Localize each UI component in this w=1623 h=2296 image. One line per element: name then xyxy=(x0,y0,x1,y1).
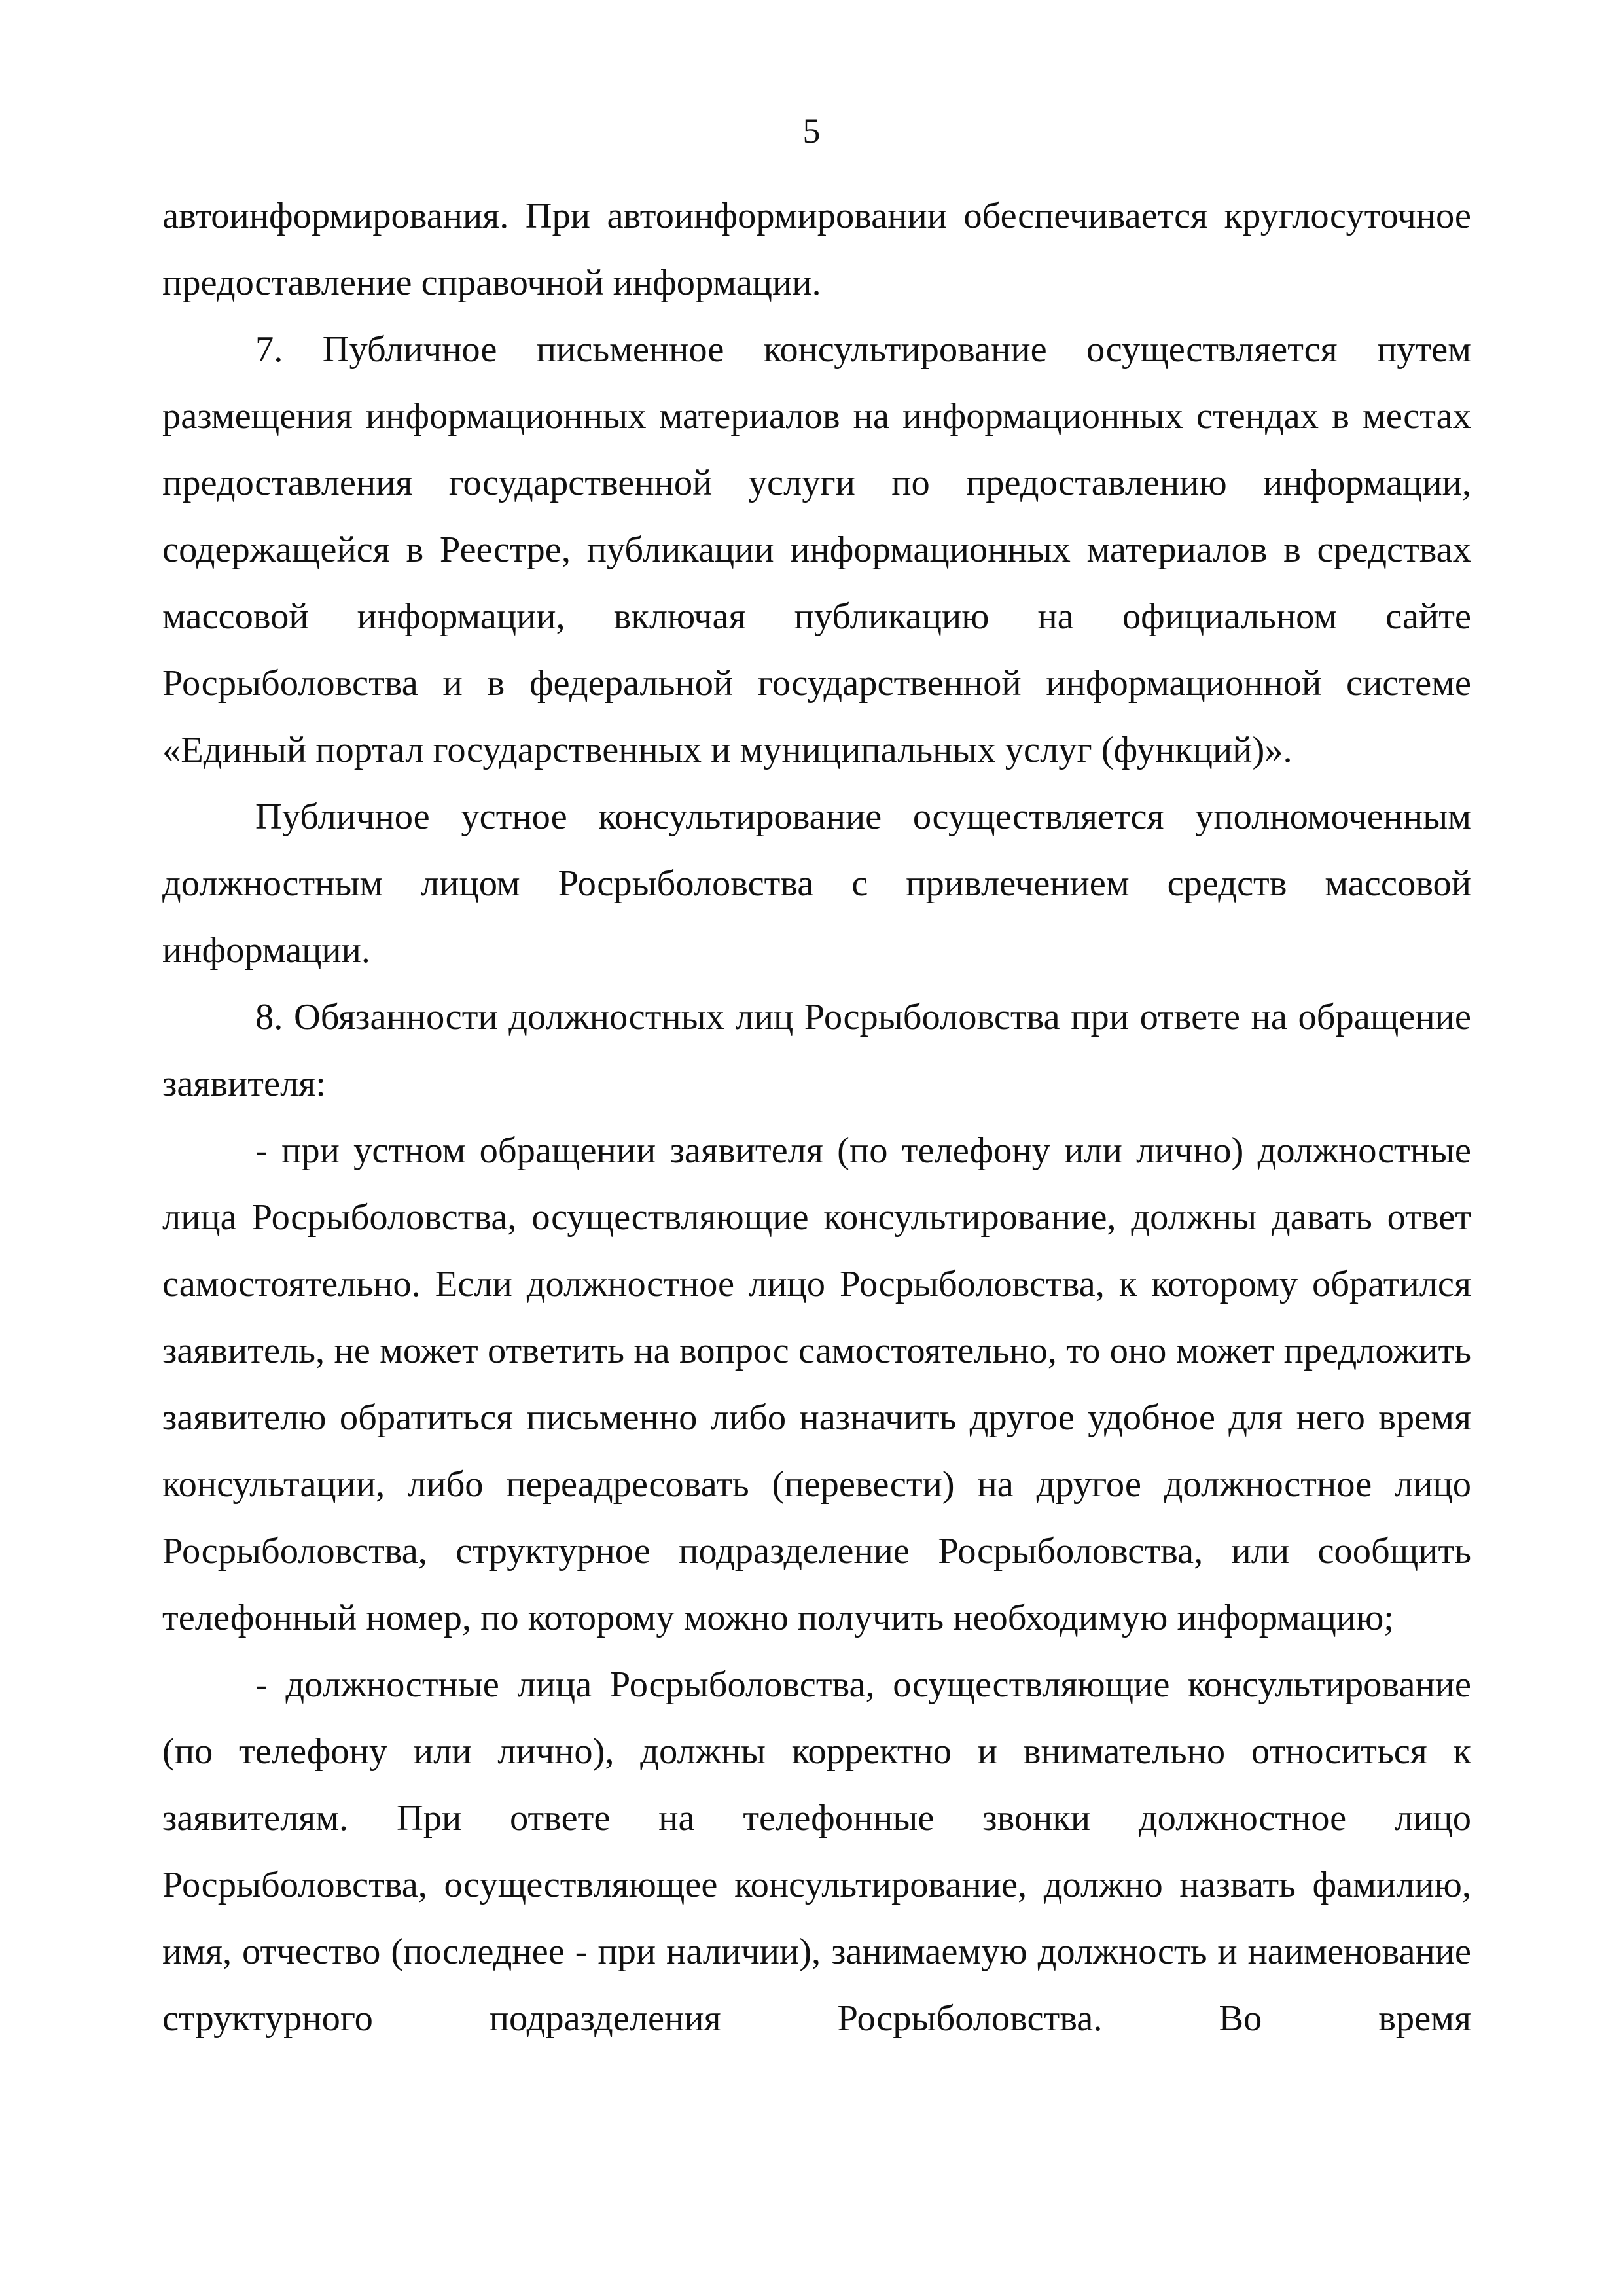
page-number: 5 xyxy=(802,111,821,151)
paragraph-item-7: 7. Публичное письменное консультирование осуществляется путем размещения информационных материалов на информационных стендах в местах предоставления государственной услуги по предоставлению информации, содержащейся в Реестре, публикации информационных материалов в средствах массовой информации, включая публикацию на официальном сайте Росрыболовства и в федеральной государственной информационной системе «Единый портал государственных и муниципальных услуг (функций)». xyxy=(162,329,1471,770)
paragraph-item-8: 8. Обязанности должностных лиц Росрыболовства при ответе на обращение заявителя: xyxy=(162,997,1471,1104)
paragraph-officials-conduct: - должностные лица Росрыболовства, осуществляющие консультирование (по телефону или лично), должны корректно и внимательно относиться к заявителям. При ответе на телефонные звонки должностное лицо Росрыболовства, осуществляющее консультирование, должно назвать фамилию, имя, отчество (последнее - при наличии), занимаемую должность и наименование структурного подразделения Росрыболовства. Во время xyxy=(162,1664,1471,2039)
paragraph-public-oral-consulting: Публичное устное консультирование осуществляется уполномоченным должностным лицом Росрыболовства с привлечением средств массовой информации. xyxy=(162,797,1471,971)
document-body xyxy=(162,183,1471,2052)
paragraph-oral-appeal: - при устном обращении заявителя (по телефону или лично) должностные лица Росрыболовства, осуществляющие консультирование, должны давать ответ самостоятельно. Если должностное лицо Росрыболовства, к которому обратился заявитель, не может ответить на вопрос самостоятельно, то оно может предложить заявителю обратиться письменно либо назначить другое удобное для него время консультации, либо переадресовать (перевести) на другое должностное лицо Росрыболовства, структурное подразделение Росрыболовства, или сообщить телефонный номер, по которому можно получить необходимую информацию; xyxy=(162,1130,1471,1638)
paragraph-autoinforming: автоинформирования. При автоинформировании обеспечивается круглосуточное предоставление справочной информации. xyxy=(162,196,1471,303)
